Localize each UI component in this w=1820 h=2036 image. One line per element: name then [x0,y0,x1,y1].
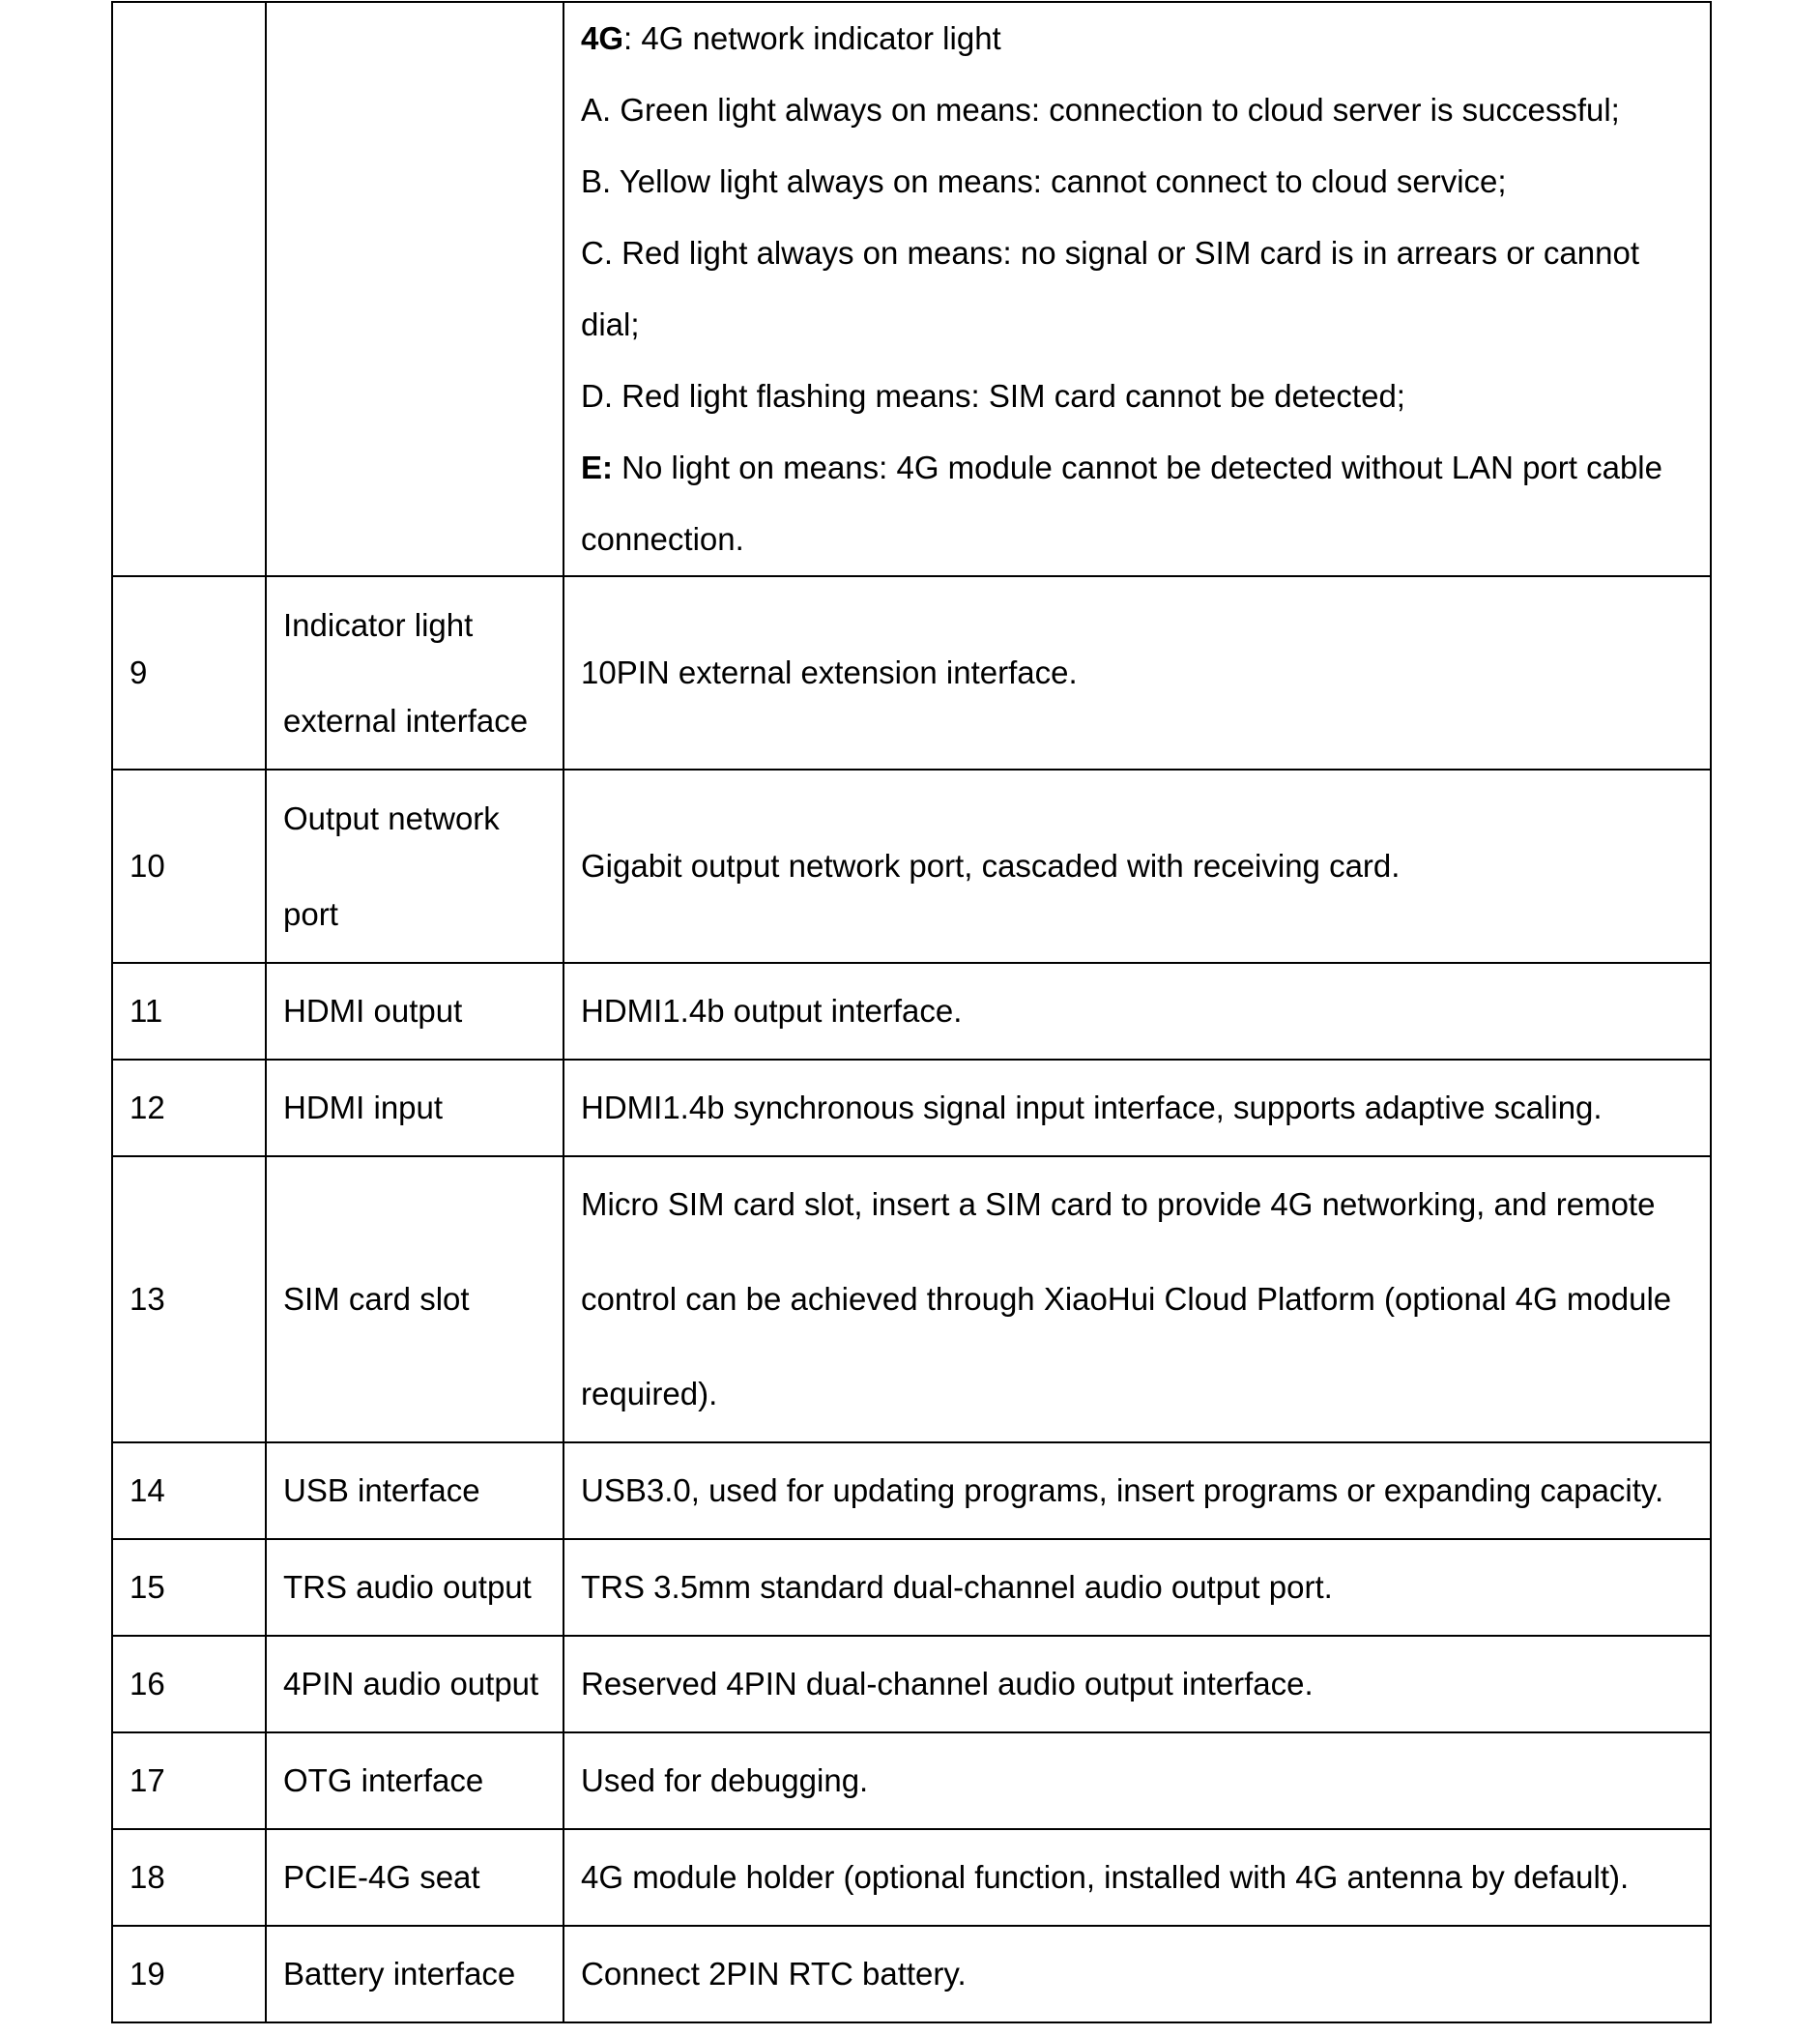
row-description-cell: 10PIN external extension interface. [563,576,1711,770]
table-row [112,1926,1711,2022]
row-name-cell: HDMI input [266,1060,563,1156]
row-number-cell: 13 [112,1156,266,1442]
row-description-cell: TRS 3.5mm standard dual-channel audio output port. [563,1539,1711,1636]
table-row [112,1829,1711,1926]
row-name-cell: SIM card slot [266,1156,563,1442]
spec-table [111,1,1712,2023]
description-line: A. Green light always on means: connection to cloud server is successful; [581,92,1620,128]
row-description-cell: Reserved 4PIN dual-channel audio output interface. [563,1636,1711,1732]
table-row [112,2,1711,576]
table-row [112,770,1711,963]
row-name-cell: OTG interface [266,1732,563,1829]
row-description-cell: USB3.0, used for updating programs, insert programs or expanding capacity. [563,1442,1711,1539]
row-description-cell: Used for debugging. [563,1732,1711,1829]
row-number-cell: 16 [112,1636,266,1732]
table-row [112,1636,1711,1732]
row-number-cell [112,2,266,576]
row-name-cell: HDMI output [266,963,563,1060]
row-name-cell [266,2,563,576]
description-line: C. Red light always on means: no signal or SIM card is in arrears or cannot [581,235,1639,271]
row-number-cell: 10 [112,770,266,963]
row-number-cell: 14 [112,1442,266,1539]
row-number-cell: 9 [112,576,266,770]
description-line: dial; [581,306,640,342]
row-description-cell: 4G module holder (optional function, installed with 4G antenna by default). [563,1829,1711,1926]
row-description-cell [563,2,1711,576]
row-name-cell: TRS audio output [266,1539,563,1636]
row-description-cell: Connect 2PIN RTC battery. [563,1926,1711,2022]
description-line: Micro SIM card slot, insert a SIM card to provide 4G networking, and remote [581,1186,1656,1222]
row-number-cell: 11 [112,963,266,1060]
row-number-cell: 12 [112,1060,266,1156]
table-row [112,1060,1711,1156]
row-number-cell: 18 [112,1829,266,1926]
row-name-cell: Battery interface [266,1926,563,2022]
description-line: connection. [581,521,744,557]
description-line: D. Red light flashing means: SIM card cannot be detected; [581,378,1405,414]
description-line: E: No light on means: 4G module cannot be detected without LAN port cable [581,450,1662,485]
row-number-cell: 17 [112,1732,266,1829]
row-name-cell: USB interface [266,1442,563,1539]
table-row [112,1539,1711,1636]
table-row [112,1442,1711,1539]
table-row [112,963,1711,1060]
table-row [112,1732,1711,1829]
row-number-cell: 19 [112,1926,266,2022]
description-line: required). [581,1376,718,1411]
description-line: B. Yellow light always on means: cannot connect to cloud service; [581,163,1507,199]
description-line: control can be achieved through XiaoHui Cloud Platform (optional 4G module [581,1281,1672,1317]
row-name-cell: Output network port [266,770,563,963]
row-description-cell: Gigabit output network port, cascaded with receiving card. [563,770,1711,963]
row-name-cell: PCIE-4G seat [266,1829,563,1926]
row-description-cell [563,1156,1711,1442]
table-row [112,1156,1711,1442]
row-description-cell: HDMI1.4b synchronous signal input interface, supports adaptive scaling. [563,1060,1711,1156]
row-name-cell: Indicator light external interface [266,576,563,770]
row-number-cell: 15 [112,1539,266,1636]
table-row [112,576,1711,770]
row-name-cell: 4PIN audio output [266,1636,563,1732]
description-line: 4G: 4G network indicator light [581,20,1001,56]
row-description-cell: HDMI1.4b output interface. [563,963,1711,1060]
